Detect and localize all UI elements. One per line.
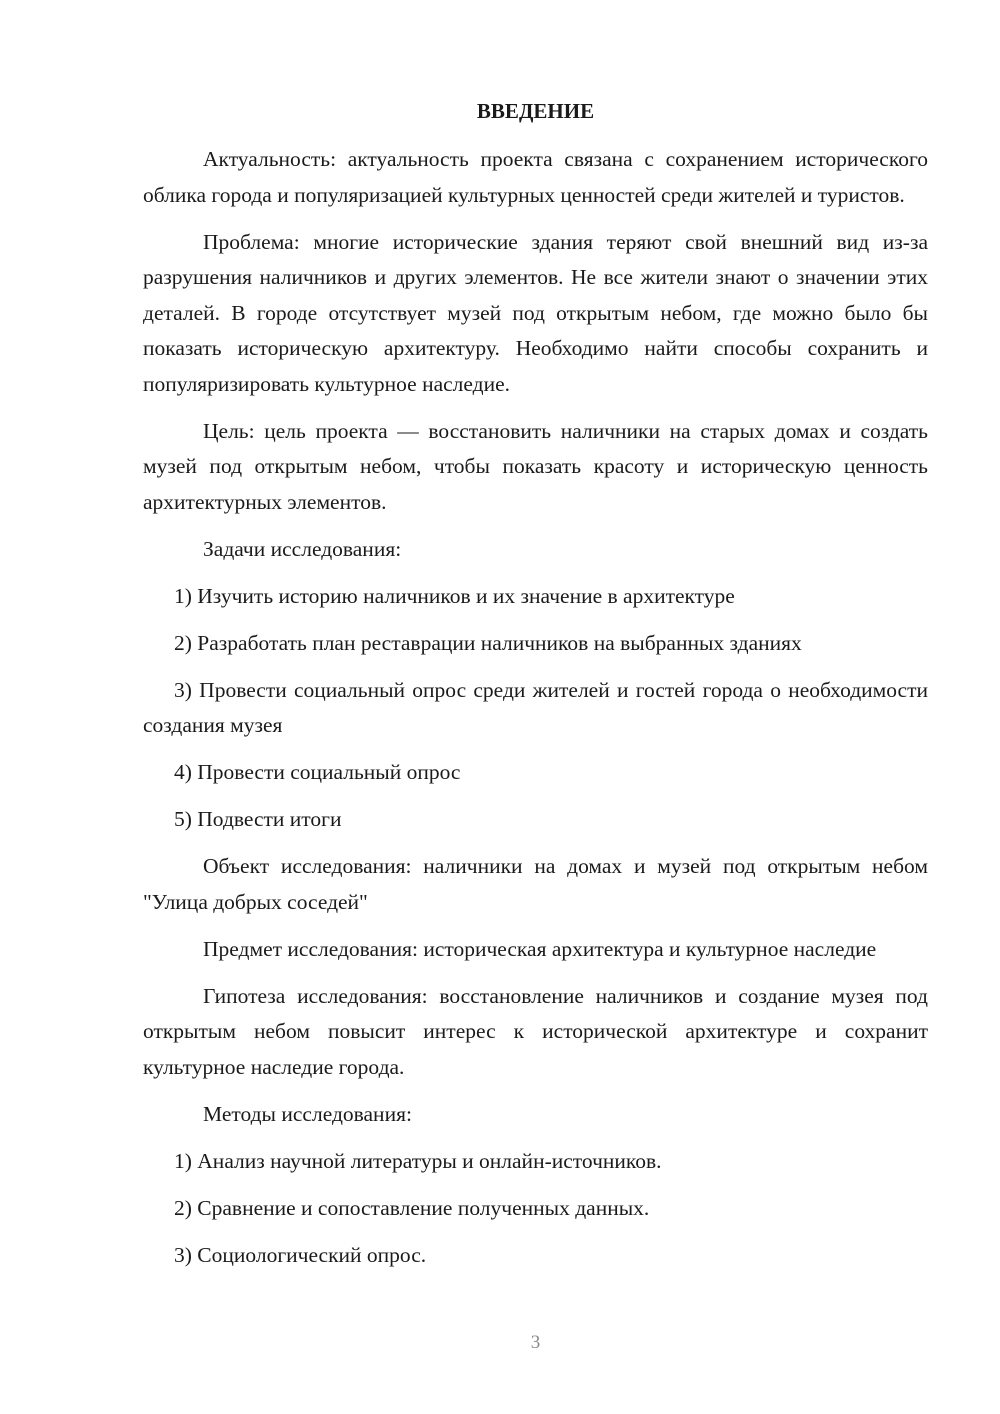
paragraph-subject: Предмет исследования: историческая архитектура и культурное наследие xyxy=(203,936,877,961)
paragraph-hypothesis: Гипотеза исследования: восстановление наличников и создание музея под открытым небом повысит интерес к исторической архитектуре и сохранит культурное наследие города. xyxy=(143,983,928,1079)
method-item-1: 1) Анализ научной литературы и онлайн-источников. xyxy=(174,1148,662,1173)
body-text xyxy=(143,142,928,1285)
paragraph-object: Объект исследования: наличники на домах и музей под открытым небом "Улица добрых соседей" xyxy=(143,854,928,914)
paragraph-problem: Проблема: многие исторические здания теряют свой внешний вид из-за разрушения наличников и других элементов. Не все жители знают о значении этих деталей. В городе отсутствует музей под открытым небом, где можно было бы показать историческую архитектуру. Необходимо найти способы сохранить и популяризировать культурное наследие. xyxy=(143,229,928,396)
page-number: 3 xyxy=(530,1332,541,1353)
method-item-2: 2) Сравнение и сопоставление полученных данных. xyxy=(174,1195,650,1220)
paragraph-methods-heading: Методы исследования: xyxy=(203,1101,412,1126)
task-item-3: 3) Провести социальный опрос среди жителей и гостей города о необходимости создания музея xyxy=(143,677,928,737)
task-item-2: 2) Разработать план реставрации наличников на выбранных зданиях xyxy=(174,630,802,655)
page-title: ВВЕДЕНИЕ xyxy=(476,99,595,123)
paragraph-tasks-heading: Задачи исследования: xyxy=(203,536,402,561)
paragraph-relevance: Актуальность: актуальность проекта связана с сохранением исторического облика города и популяризацией культурных ценностей среди жителей и туристов. xyxy=(143,147,928,207)
document-page xyxy=(143,0,928,1414)
task-item-5: 5) Подвести итоги xyxy=(174,807,342,831)
task-item-4: 4) Провести социальный опрос xyxy=(174,760,461,784)
method-item-3: 3) Социологический опрос. xyxy=(174,1242,427,1267)
paragraph-goal: Цель: цель проекта — восстановить наличники на старых домах и создать музей под открытым небом, чтобы показать красоту и историческую ценность архитектурных элементов. xyxy=(143,418,928,514)
task-item-1: 1) Изучить историю наличников и их значение в архитектуре xyxy=(174,583,735,608)
